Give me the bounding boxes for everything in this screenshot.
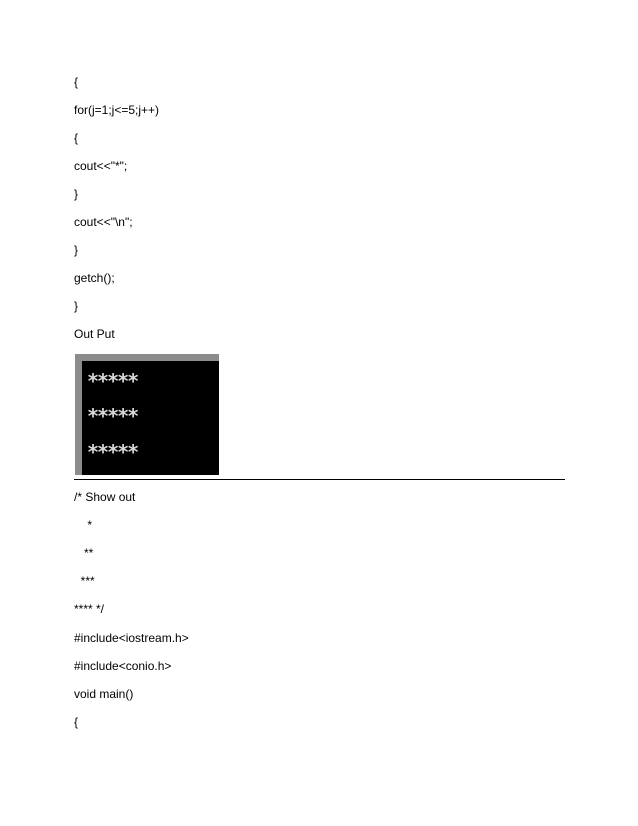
- code-line: getch();: [74, 271, 115, 285]
- code-line: {: [74, 131, 79, 145]
- code-line: {: [74, 715, 79, 729]
- code-line: #include<conio.h>: [74, 659, 172, 673]
- code-line: /* Show out: [74, 490, 136, 504]
- output-heading: Out Put: [74, 327, 115, 341]
- code-line: }: [74, 187, 79, 201]
- section-divider: [74, 479, 565, 480]
- code-line: }: [74, 299, 79, 313]
- code-line: cout<<"*";: [74, 159, 128, 173]
- code-line: void main(): [74, 687, 134, 701]
- code-line: for(j=1;j<=5;j++): [74, 103, 160, 117]
- code-line: **: [74, 546, 94, 560]
- console-output-screenshot: [75, 354, 219, 475]
- code-line: *: [74, 518, 93, 532]
- code-line: **** */: [74, 602, 105, 616]
- console-output-row: *****: [87, 369, 138, 393]
- code-line: }: [74, 243, 79, 257]
- console-output-row: *****: [87, 440, 138, 464]
- code-line: cout<<"\n";: [74, 215, 133, 229]
- code-line: {: [74, 75, 79, 89]
- code-line: #include<iostream.h>: [74, 631, 189, 645]
- code-line: ***: [74, 574, 95, 588]
- console-output-row: *****: [87, 404, 138, 428]
